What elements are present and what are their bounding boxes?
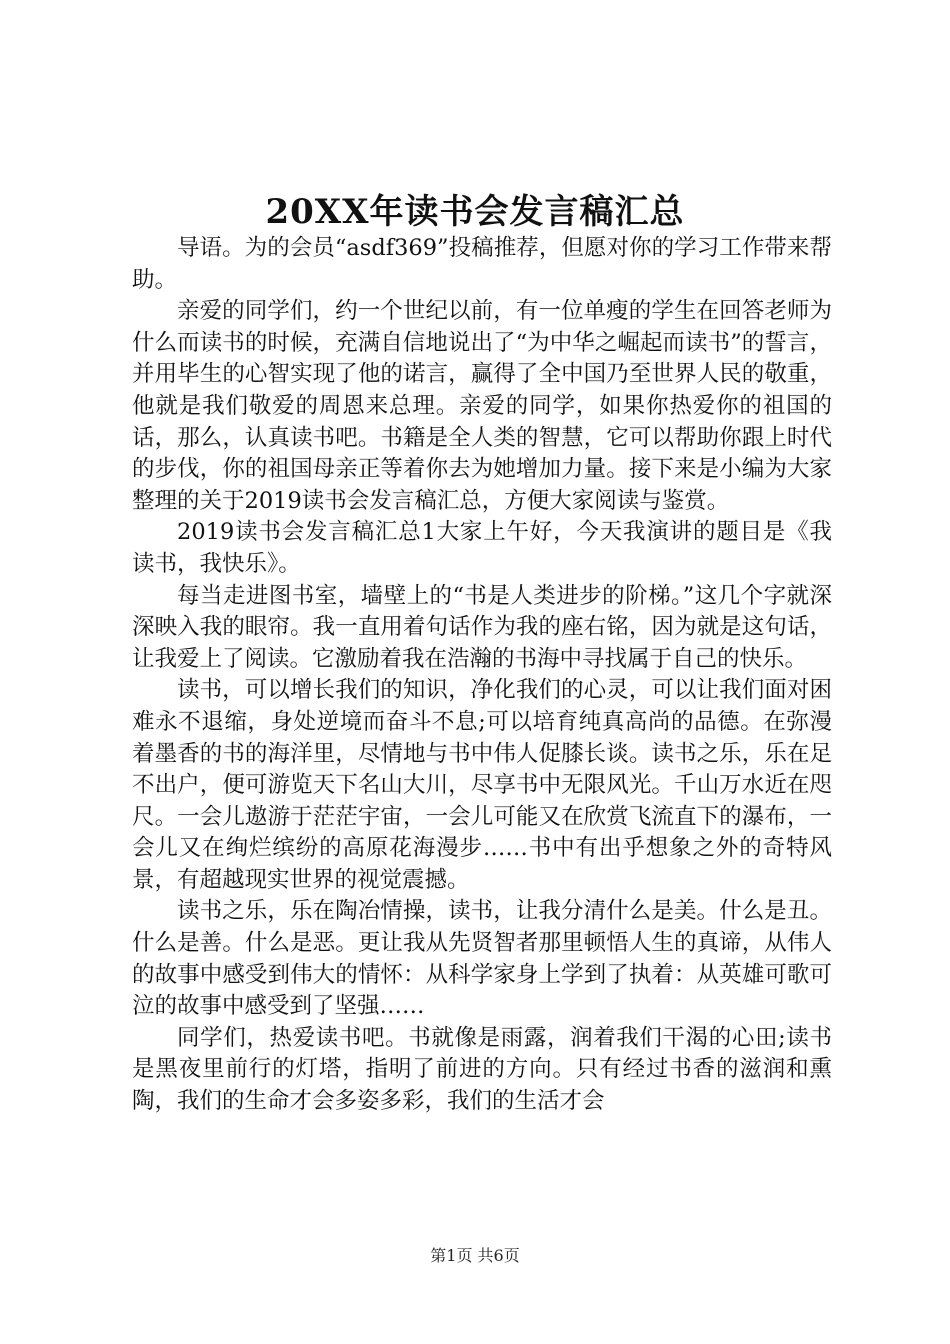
paragraph-library: 每当走进图书室，墙壁上的“书是人类进步的阶梯。”这几个字就深深映入我的眼帘。我一直用着句话作为我的座右铭，因为就是这句话，让我爱上了阅读。它激励着我在浩瀚的书海中寻找属于自己的快乐。 <box>132 582 832 672</box>
document-title: 20XX年读书会发言稿汇总 <box>265 192 685 232</box>
page-number-footer: 第1页 共6页 <box>430 1246 520 1265</box>
paragraph-intro: 导语。为的会员“asdf369”投稿推荐，但愿对你的学习工作带来帮助。 <box>132 235 832 293</box>
paragraph-opening: 亲爱的同学们，约一个世纪以前，有一位单瘦的学生在回答老师为什么而读书的时候，充满自信地说出了“为中华之崛起而读书”的誓言，并用毕生的心智实现了他的诺言，赢得了全中国乃至世界人民的敬重，他就是我们敬爱的周恩来总理。亲爱的同学，如果你热爱你的祖国的话，那么，认真读书吧。书籍是全人类的智慧，它可以帮助你跟上时代的步伐，你的祖国母亲正等着你去为她增加力量。接下来是小编为大家整理的关于2019读书会发言稿汇总，方便大家阅读与鉴赏。 <box>132 298 832 514</box>
paragraph-conclusion: 同学们，热爱读书吧。书就像是雨露，润着我们干渴的心田;读书是黑夜里前行的灯塔，指明了前进的方向。只有经过书香的滋润和熏陶，我们的生命才会多姿多彩，我们的生活才会 <box>132 1024 832 1115</box>
paragraph-character: 读书之乐，乐在陶冶情操，读书，让我分清什么是美。什么是丑。什么是善。什么是恶。更让我从先贤智者那里顿悟人生的真谛，从伟人的故事中感受到伟大的情怀：从科学家身上学到了执着：从英雄可歌可泣的故事中感受到了坚强…… <box>132 898 832 1020</box>
paragraph-speech-title: 2019读书会发言稿汇总1大家上午好，今天我演讲的题目是《我读书，我快乐》。 <box>132 519 832 577</box>
paragraph-knowledge: 读书，可以增长我们的知识，净化我们的心灵，可以让我们面对困难永不退缩，身处逆境而奋斗不息;可以培育纯真高尚的品德。在弥漫着墨香的书的海洋里，尽情地与书中伟人促膝长谈。读书之乐，乐在足不出户，便可游览天下名山大川，尽享书中无限风光。千山万水近在咫尺。一会儿遨游于茫茫宇宙，一会儿可能又在欣赏飞流直下的瀑布，一会儿又在绚烂缤纷的高原花海漫步……书中有出乎想象之外的奇特风景，有超越现实世界的视觉震撼。 <box>132 677 832 893</box>
document-body <box>132 233 832 1118</box>
